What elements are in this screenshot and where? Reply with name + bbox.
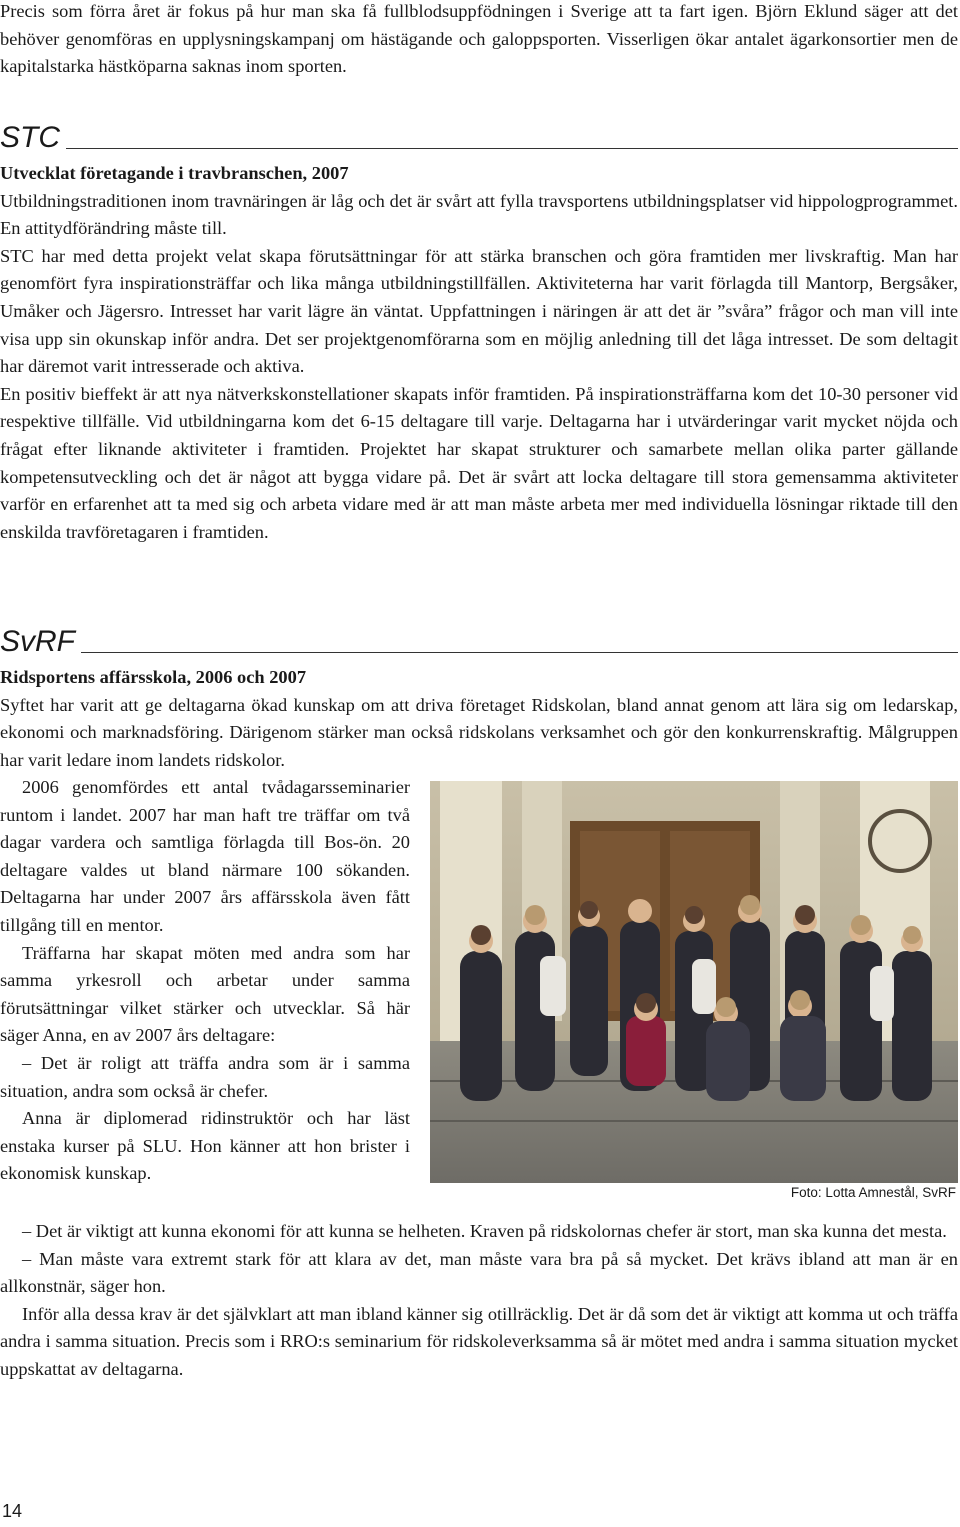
svrf-column-paragraph-1: 2006 genomfördes ett antal tvådagarsseminarier runtom i landet. 2007 har man haft tre träffar om två dagar vardera och samtliga förlagda till Bos-ön. 20 deltagare valdes ut bland närmare 100 sökanden. Deltagarna har under 2007 års affärsskola även fått tillgång till en mentor. [0, 777, 410, 935]
svrf-column-text [0, 774, 410, 1188]
stc-section-body [0, 160, 958, 546]
group-photo [430, 781, 958, 1183]
stc-paragraph-2: STC har med detta projekt velat skapa förutsättningar för att stärka branschen och göra framtiden mer livskraftig. Man har genomfört fyra inspirationsträffar och lika många utbildningstillfällen. Aktiviteterna har varit förlagda till Mantorp, Bergsåker, Umåker och Jägersro. Intresset har varit lägre än väntat. Uppfattningen i näringen är att det är ”svåra” frågor och man vill inte visa upp sin okunskap inför andra. Det ser projektgenomförarna som en möjlig anledning till det låga intresset. De som deltagit har däremot varit intresserade och aktiva. [0, 245, 958, 377]
page-number: 14 [2, 1501, 23, 1521]
svrf-closing-paragraph: Inför alla dessa krav är det självklart att man ibland känner sig otillräcklig. Det är då som det är viktigt att komma ut och träffa andra i samma situation. Precis som i RRO:s seminarium för ridskoleverksamma så är mötet med andra i samma situation mycket uppskattat av deltagarna. [0, 1303, 958, 1379]
section-rule [0, 652, 958, 653]
svrf-heading: Ridsportens affärsskola, 2006 och 2007 [0, 667, 307, 687]
svrf-quote-1: – Det är roligt att träffa andra som är i samma situation, andra som också är chefer. [0, 1052, 410, 1101]
photo-caption: Foto: Lotta Amnestål, SvRF [790, 1185, 956, 1200]
section-rule [0, 148, 958, 149]
svrf-column-paragraph-2: Träffarna har skapat möten med andra som har samma yrkesroll och arbetar under samma förutsättningar vilket stärker och utvecklar. Så här säger Anna, en av 2007 års deltagare: [0, 942, 410, 1046]
stc-section-title: STC [0, 122, 66, 154]
svrf-section-header [0, 614, 958, 658]
svrf-quote-2: – Det är viktigt att kunna ekonomi för att kunna se helheten. Kraven på ridskolornas chefer är stort, man ska kunna det mesta. [22, 1221, 947, 1241]
svrf-quote-3: – Man måste vara extremt stark för att klara av det, man måste vara bra på så mycket. Det krävs ibland att man är en allkonstnär, säger hon. [0, 1248, 958, 1297]
stc-paragraph-1: Utbildningstraditionen inom travnäringen är låg och det är svårt att fylla travsportens utbildningsplatser vid hippologprogrammet. En attitydförändring måste till. [0, 190, 958, 239]
svrf-continued-text [0, 1218, 958, 1384]
group-photo-illustration [430, 781, 958, 1183]
svrf-section-title: SvRF [0, 626, 81, 658]
svrf-intro-paragraph: Syftet har varit att ge deltagarna ökad kunskap om att driva företaget Ridskolan, bland annat genom att lära sig om ledarskap, ekonomi och marknadsföring. Därigenom stärker man också ridskolans verksamhet och gör den konkurrenskraftig. Målgruppen har varit ledare inom landets ridskolor. [0, 694, 958, 770]
stc-paragraph-3: En positiv bieffekt är att nya nätverkskonstellationer skapats inför framtiden. På inspirationsträffarna kom det 10-30 personer vid respektive tillfälle. Vid utbildningarna kom det 6-15 deltagare till varje. Deltagarna har i utvärderingar varit mycket nöjda och frågat efter liknande aktiviteter i framtiden. Projektet har skapat strukturer och samarbete mellan olika parter gällande kompetensutveckling och det är något att bygga vidare på. Det är svårt att locka deltagare till stora gemensamma aktiviteter varför en erfarenhet att ta med sig och arbeta vidare med är att man måste arbeta mer med individuella lösningar riktade till den enskilda travföretagaren i framtiden. [0, 383, 958, 542]
stc-section-header [0, 110, 958, 154]
intro-paragraph: Precis som förra året är fokus på hur man ska få fullblodsuppfödningen i Sverige att ta fart igen. Björn Eklund säger att det behöver genomföras en upplysningskampanj om hästägande och galoppsporten. Visserligen ökar antalet ägarkonsortier men de kapitalstarka hästköparna saknas inom sporten. [0, 1, 958, 77]
svrf-column-paragraph-4: Anna är diplomerad ridinstruktör och har läst enstaka kurser på SLU. Hon känner att hon brister i ekonomisk kunskap. [0, 1108, 410, 1184]
stc-heading: Utvecklat företagande i travbranschen, 2007 [0, 163, 349, 183]
svrf-section-body [0, 664, 958, 774]
